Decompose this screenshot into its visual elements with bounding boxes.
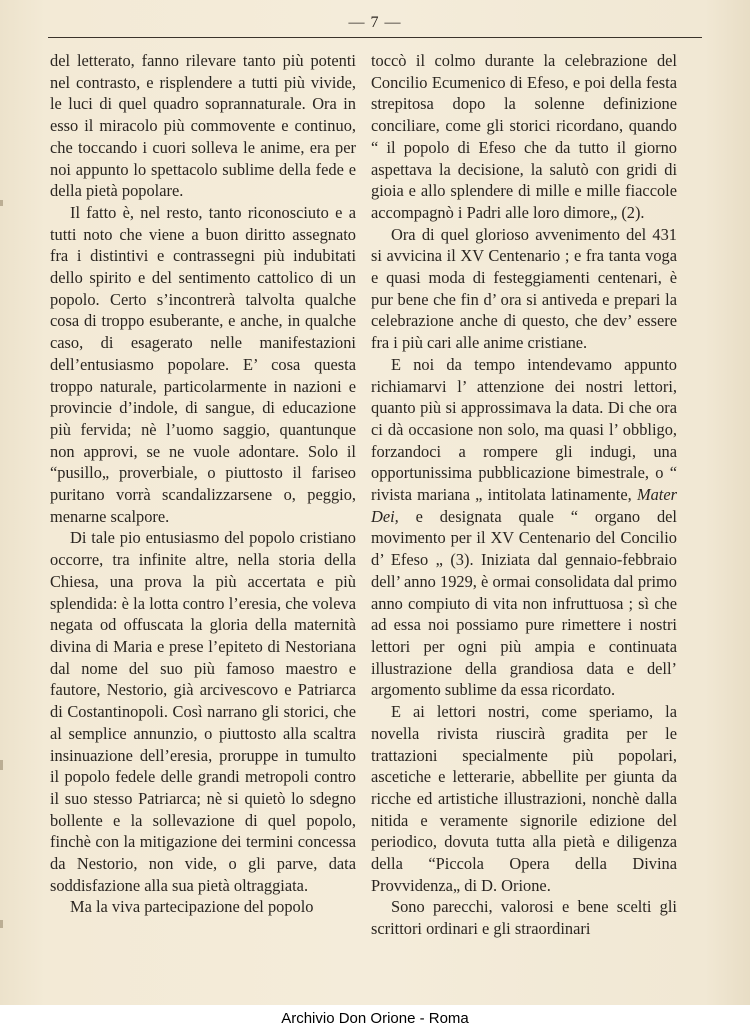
- paragraph: Ma la viva partecipazione del popolo: [70, 897, 314, 917]
- paragraph: Il fatto è, nel resto, tanto riconosciuto e a tutti noto che viene a buon diritto assegnato fra i distintivi e contrassegni più indubitati dello spirito e del sentimento cattolico di un popolo. Certo s’incontrerà talvolta qualche cosa di troppo esuberante, e anche, in qualche caso, di esagerato nelle manifestazioni dell’entusiasmo popolare. E’ cosa questa troppo naturale, particolarmente in nazioni e provincie d’indole, di sangue, di educazione più fervida; nè l’uomo saggio, quantunque non approvi, se ne vuole adontare. Solo il “pusillo„ proverbiale, o piuttosto il fariseo puritano vorrà scandalizzarsene o, peggio, menarne scalpore.: [50, 202, 356, 526]
- header-rule: [48, 37, 702, 38]
- scan-edge-mark: [0, 200, 3, 206]
- left-column: [50, 50, 356, 918]
- paragraph-text: e designata quale “ organo del movimento per il XV Centenario del Concilio d’ Efeso „ (3). Iniziata dal gennaio-febbraio dell’ anno 1929, è ormai consolidata dal primo anno compiuto di vita non infruttuosa ; sì che ad essa noi possiamo pure rimettere i nostri lettori per ogni più ampia e continuata illustrazione della grandiosa data e dell’ argomento sublime da essa ricordato.: [371, 506, 677, 700]
- paragraph: [371, 354, 677, 701]
- journal-title: Mater Dei,: [371, 485, 677, 526]
- paragraph-text: E noi da tempo intendevamo appunto richiamarvi l’ attenzione dei nostri lettori, quanto più si approssimava la data. Di che ora ci dà occasione non solo, ma quasi l’ obbligo, forzandoci a rompere gli indugi, una opportunissima pubblicazione bimestrale, o “ rivista mariana „ intitolata latinamente,: [371, 354, 677, 505]
- scan-edge-mark: [0, 920, 3, 928]
- right-column: [371, 50, 677, 940]
- paragraph: Di tale pio entusiasmo del popolo cristiano occorre, tra infinite altre, nella storia della Chiesa, una prova la più accertata e più splendida: è la lotta contro l’eresia, che voleva negata od offuscata la gloria della maternità divina di Maria e prese l’epiteto di Nestoriana dal nome del suo più famoso maestro e fautore, Nestorio, già arcivescovo e Patriarca di Costantinopoli. Così narrano gli storici, che al semplice annunzio, o piuttosto alla scaltra insinuazione dell’eresia, proruppe in tumulto il popolo fedele delle grandi metropoli contro il suo stesso Patriarca; nè si quietò lo sdegno bollente e la sollevazione di quel popolo, finchè con la mitigazione dei termini concessa da Nestorio, non vide, o gli parve, data soddisfazione alla sua pietà oltraggiata.: [50, 528, 356, 895]
- paragraph: del letterato, fanno rilevare tanto più potenti nel contrasto, e risplendere a tutti più vivide, le luci di quel quadro soprannaturale. Ora in esso il miracolo più commovente e continuo, che toccando i cuori solleva le anime, era per noi appunto lo spettacolo sublime della fede e della pietà popolare.: [50, 51, 356, 201]
- paragraph: toccò il colmo durante la celebrazione del Concilio Ecumenico di Efeso, e poi della festa strepitosa dopo la solenne definizione conciliare, come gli storici ricordano, quando “ il popolo di Efeso che da tutto il giorno aspettava la decisione, la salutò con gridi di gioia e allo splendere di mille e mille fiaccole accompagnò i Padri alle loro dimore„ (2).: [371, 51, 677, 222]
- paragraph: Ora di quel glorioso avvenimento del 431 si avvicina il XV Centenario ; e fra tanta voga e quasi moda di festeggiamenti centenari, è pur bene che fin d’ ora si antiveda e prepari la celebrazione anche di questo, che dev’ essere fra i più cari alle anime cristiane.: [371, 224, 677, 353]
- page-number: — 7 —: [348, 14, 402, 31]
- paragraph: E ai lettori nostri, come speriamo, la novella rivista riuscirà gradita per le trattazioni specialmente più popolari, ascetiche e letterarie, abbellite per giunta da ricche ed artistiche illustrazioni, nonchè dalla nitida e veramente signorile edizione del periodico, dovuta tutta alla pietà e diligenza della “Piccola Opera della Divina Provvidenza„ di D. Orione.: [371, 702, 677, 895]
- archive-footer: Archivio Don Orione - Roma: [0, 1005, 750, 1033]
- scan-edge-mark: [0, 760, 3, 770]
- paragraph: Sono parecchi, valorosi e bene scelti gli scrittori ordinari e gli straordinari: [371, 897, 677, 939]
